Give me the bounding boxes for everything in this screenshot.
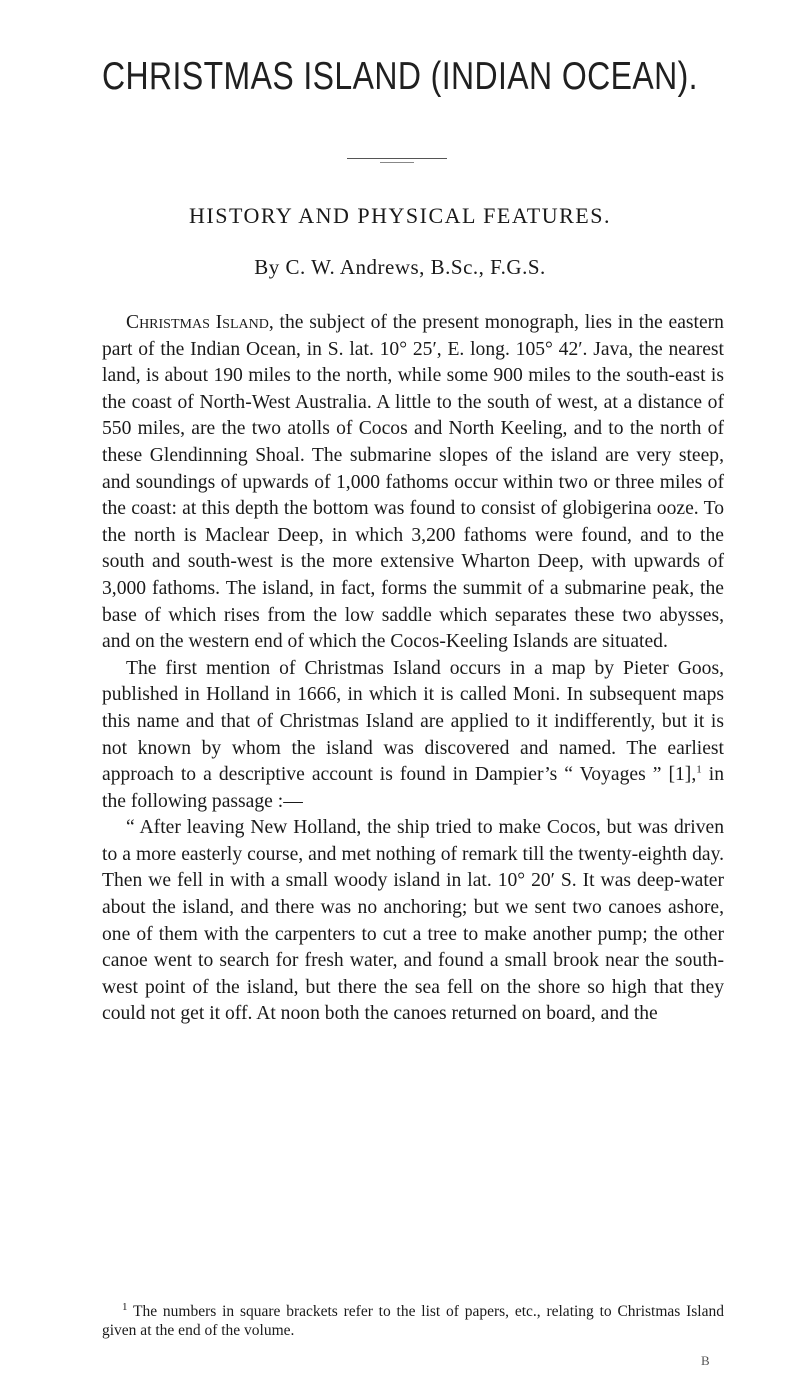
page-title: CHRISTMAS ISLAND (INDIAN OCEAN).	[102, 55, 698, 98]
section-subtitle: HISTORY AND PHYSICAL FEATURES.	[189, 203, 611, 228]
paragraph-2-text-before: The first mention of Christmas Island occurs in a map by Pieter Goos, published in Holland in 1666, in which it is called Moni. In subsequent maps this name and that of Christmas Island are applied to it indifferently, but it is not known by whom the island was discovered and named. The earliest approach to a descriptive account is found in Dampier’s “ Voyages ” [1],	[102, 657, 724, 786]
footnote-number: 1	[122, 1300, 128, 1313]
paragraph-1	[102, 310, 724, 656]
signature-mark: B	[701, 1353, 710, 1368]
paragraph-3-quotation: “ After leaving New Holland, the ship tried to make Cocos, but was driven to a more easterly course, and met nothing of remark till the twenty-eighth day. Then we fell in with a small woody island in lat. 10° 20′ S. It was deep-water about the island, and there was no anchoring; but we sent two canoes ashore, one of them with the carpenters to cut a tree to make another pump; the other canoe went to search for fresh water, and found a small brook near the south-west point of the island, but there the sea fell on the shore so high that they could not get it off. At noon both the canoes returned on board, and the	[102, 817, 724, 1025]
title-divider-short	[380, 162, 414, 163]
paragraph-1-text: the subject of the present monograph, lies in the eastern part of the Indian Ocean, in S. lat. 10° 25′, E. long. 105° 42′. Java, the nearest land, is about 190 miles to the north, while some 900 miles to the south-east is the coast of North-West Australia. A little to the south of west, at a distance of 550 miles, are the two atolls of Cocos and North Keeling, and to the north of these Glendinning Shoal. The submarine slopes of the island are very steep, and soundings of upwards of 1,000 fathoms occur within two or three miles of the coast: at this depth the bottom was found to consist of globigerina ooze. To the north is Maclear Deep, in which 3,200 fathoms were found, and to the south and south-west is the more extensive Wharton Deep, with upwards of 3,000 fathoms. The island, in fact, forms the summit of a submarine peak, the base of which rises from the low saddle which separates these two abysses, and on the western end of which the Cocos-Keeling Islands are situated.	[102, 312, 724, 653]
footnote-reference: 1	[696, 763, 702, 776]
paragraph-1-lead: Christmas Island,	[126, 312, 274, 333]
footnote-text: The numbers in square brackets refer to the list of papers, etc., relating to Christmas Island given at the end of the volume.	[102, 1303, 724, 1339]
footnote	[102, 1302, 724, 1340]
paragraph-2	[102, 656, 724, 816]
title-divider	[347, 158, 447, 159]
body-text	[102, 310, 724, 1028]
author-byline: By C. W. Andrews, B.Sc., F.G.S.	[254, 255, 546, 279]
paragraph-2-text-after: in the following passage :—	[102, 764, 725, 812]
